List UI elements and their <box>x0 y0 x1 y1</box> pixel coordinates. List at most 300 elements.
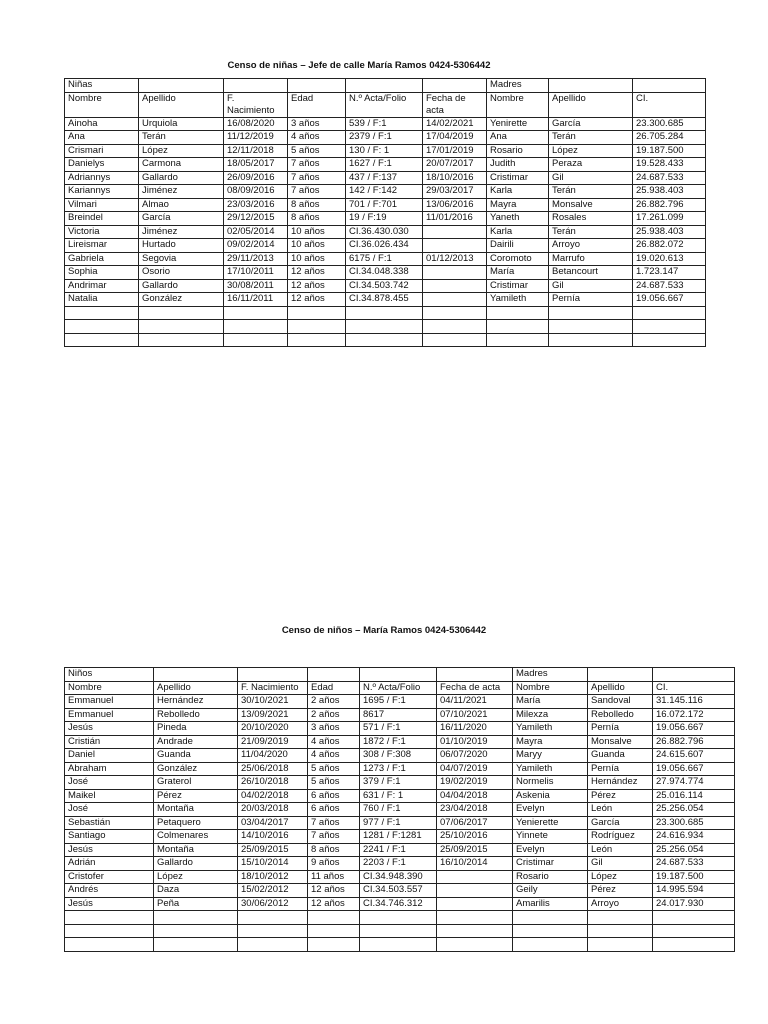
table-cell: Segovia <box>139 252 224 266</box>
table-cell <box>513 924 588 938</box>
table-cell: Pérez <box>588 884 653 898</box>
table-cell <box>437 924 513 938</box>
table-cell <box>154 938 238 952</box>
table-cell: CI.34.746.312 <box>360 897 437 911</box>
column-header: Apellido <box>154 681 238 695</box>
table-row <box>65 117 706 131</box>
table-cell: Terán <box>549 131 633 145</box>
table-cell: 4 años <box>288 131 346 145</box>
table-cell: 379 / F:1 <box>360 776 437 790</box>
table-cell <box>487 320 549 334</box>
table-cell: León <box>588 843 653 857</box>
table-cell: Yenierette <box>513 816 588 830</box>
table-cell: Terán <box>549 185 633 199</box>
table-row <box>65 306 706 320</box>
table-cell: CI.34.503.557 <box>360 884 437 898</box>
table-cell: 3 años <box>288 117 346 131</box>
table-cell <box>65 333 139 347</box>
table-cell: 2379 / F:1 <box>346 131 423 145</box>
table-cell: 25.256.054 <box>653 843 735 857</box>
table-row <box>65 252 706 266</box>
table-row <box>65 333 706 347</box>
table-cell: 19 / F:19 <box>346 212 423 226</box>
table-row <box>65 897 735 911</box>
table-cell: 25.016.114 <box>653 789 735 803</box>
table-cell: López <box>154 870 238 884</box>
table-cell: Peraza <box>549 158 633 172</box>
table-cell: Terán <box>139 131 224 145</box>
table-cell <box>549 333 633 347</box>
table-cell: 12 años <box>308 884 360 898</box>
table-cell: Yenirette <box>487 117 549 131</box>
table-cell: Gil <box>549 171 633 185</box>
table-cell: 04/02/2018 <box>238 789 308 803</box>
table-cell <box>423 239 487 253</box>
table-cell: 24.615.607 <box>653 749 735 763</box>
column-header: CI. <box>653 681 735 695</box>
table-cell <box>288 333 346 347</box>
table-cell: López <box>588 870 653 884</box>
table-cell: González <box>139 293 224 307</box>
table-row <box>65 239 706 253</box>
group-label-children: Niñas <box>65 79 139 93</box>
table-row <box>65 749 735 763</box>
table-cell <box>513 911 588 925</box>
table-cell: 25.938.403 <box>633 225 706 239</box>
table-cell: Arroyo <box>588 897 653 911</box>
table-cell <box>346 333 423 347</box>
table-cell: Askenia <box>513 789 588 803</box>
table-row <box>65 293 706 307</box>
table-cell: Pernía <box>588 762 653 776</box>
table-cell: 18/05/2017 <box>224 158 288 172</box>
table-row <box>65 776 735 790</box>
column-header: Edad <box>308 681 360 695</box>
table-cell: 20/03/2018 <box>238 803 308 817</box>
table-cell: 07/06/2017 <box>437 816 513 830</box>
table-cell: 30/06/2012 <box>238 897 308 911</box>
table-cell: 19.056.667 <box>653 722 735 736</box>
table-cell <box>437 897 513 911</box>
table-cell: 977 / F:1 <box>360 816 437 830</box>
table-cell: 24.687.533 <box>633 171 706 185</box>
table-cell <box>308 924 360 938</box>
table-cell: Cristimar <box>513 857 588 871</box>
table-cell: CI.36.430.030 <box>346 225 423 239</box>
table-cell: Yamileth <box>513 762 588 776</box>
table-cell: Yinnete <box>513 830 588 844</box>
table-cell <box>653 938 735 952</box>
table-cell: 21/09/2019 <box>238 735 308 749</box>
table-cell: 11/01/2016 <box>423 212 487 226</box>
table-cell: Rosario <box>487 144 549 158</box>
girls-census-table <box>64 78 706 347</box>
table-row <box>65 884 735 898</box>
table-cell: 24.687.533 <box>633 279 706 293</box>
table-row <box>65 320 706 334</box>
table-cell: Karla <box>487 225 549 239</box>
table-cell: 5 años <box>308 776 360 790</box>
table-cell <box>139 306 224 320</box>
table-cell <box>65 924 154 938</box>
table-cell: 1.723.147 <box>633 266 706 280</box>
column-header: Nombre <box>513 681 588 695</box>
table-cell: Daniel <box>65 749 154 763</box>
table-cell: Montaña <box>154 843 238 857</box>
table-row <box>65 708 735 722</box>
table-row <box>65 144 706 158</box>
table-row <box>65 735 735 749</box>
boys-census-table <box>64 667 735 952</box>
table-cell: 17/10/2011 <box>224 266 288 280</box>
table-cell: Cristián <box>65 735 154 749</box>
table-cell <box>238 938 308 952</box>
table-cell: 01/12/2013 <box>423 252 487 266</box>
table-cell <box>139 320 224 334</box>
table-cell: 23.300.685 <box>633 117 706 131</box>
table-cell <box>437 884 513 898</box>
table-cell: Evelyn <box>513 803 588 817</box>
table-cell <box>346 306 423 320</box>
table-cell: Vilmari <box>65 198 139 212</box>
table-cell <box>633 320 706 334</box>
group-header-row <box>65 668 735 682</box>
table-cell: CI.34.048.338 <box>346 266 423 280</box>
table-cell: 8 años <box>308 843 360 857</box>
table-cell: 19.187.500 <box>633 144 706 158</box>
column-header-row <box>65 681 735 695</box>
table-cell: Rodríguez <box>588 830 653 844</box>
table-cell: 26.882.796 <box>653 735 735 749</box>
column-header: F. Nacimiento <box>224 92 288 117</box>
table-cell <box>423 333 487 347</box>
column-header: Nombre <box>65 681 154 695</box>
table-cell: García <box>139 212 224 226</box>
table-cell <box>633 333 706 347</box>
table-cell: María <box>487 266 549 280</box>
table-row <box>65 938 735 952</box>
table-cell <box>423 225 487 239</box>
group-label-children: Niños <box>65 668 154 682</box>
table-cell: García <box>588 816 653 830</box>
table-cell: López <box>549 144 633 158</box>
table-cell: Judith <box>487 158 549 172</box>
table-cell: 17/04/2019 <box>423 131 487 145</box>
table-cell: María <box>513 695 588 709</box>
table-row <box>65 911 735 925</box>
table-cell: Ana <box>487 131 549 145</box>
table-cell: 5 años <box>308 762 360 776</box>
table-cell: 1281 / F:1281 <box>360 830 437 844</box>
table-cell: Evelyn <box>513 843 588 857</box>
table-cell <box>154 911 238 925</box>
table-cell: 539 / F:1 <box>346 117 423 131</box>
table-cell: 571 / F:1 <box>360 722 437 736</box>
table-row <box>65 870 735 884</box>
table-row <box>65 131 706 145</box>
table-cell: 308 / F:308 <box>360 749 437 763</box>
table-cell: CI.36.026.434 <box>346 239 423 253</box>
table-cell <box>653 911 735 925</box>
table-cell: 18/10/2012 <box>238 870 308 884</box>
column-header: N.º Acta/Folio <box>360 681 437 695</box>
table-cell: 27.974.774 <box>653 776 735 790</box>
table-cell: Hernández <box>588 776 653 790</box>
table-cell: Natalia <box>65 293 139 307</box>
table-cell <box>65 306 139 320</box>
table-cell: 11/12/2019 <box>224 131 288 145</box>
table-cell: 15/10/2014 <box>238 857 308 871</box>
table-cell: Pérez <box>154 789 238 803</box>
table-cell: 16/11/2011 <box>224 293 288 307</box>
table-cell: 2241 / F:1 <box>360 843 437 857</box>
table-row <box>65 816 735 830</box>
table-cell: 23/03/2016 <box>224 198 288 212</box>
table-cell: 26.705.284 <box>633 131 706 145</box>
table-cell: Graterol <box>154 776 238 790</box>
table-cell: Montaña <box>154 803 238 817</box>
table-cell <box>487 333 549 347</box>
table-cell: Jiménez <box>139 225 224 239</box>
table-cell: Dairili <box>487 239 549 253</box>
table-cell: Osorio <box>139 266 224 280</box>
table-cell <box>588 911 653 925</box>
table-cell: Arroyo <box>549 239 633 253</box>
table-cell: 142 / F:142 <box>346 185 423 199</box>
table-cell: 25/06/2018 <box>238 762 308 776</box>
table-cell: Colmenares <box>154 830 238 844</box>
group-header-row <box>65 79 706 93</box>
table-cell: Gil <box>549 279 633 293</box>
table-cell: 2 años <box>308 708 360 722</box>
table-cell <box>65 938 154 952</box>
table-cell: Pernía <box>549 293 633 307</box>
column-header: Edad <box>288 92 346 117</box>
column-header: Fecha de acta <box>437 681 513 695</box>
table-cell: 19.528.433 <box>633 158 706 172</box>
table-cell: Jesús <box>65 897 154 911</box>
table-cell: Cristimar <box>487 171 549 185</box>
table-cell: 760 / F:1 <box>360 803 437 817</box>
table-cell: 30/10/2021 <box>238 695 308 709</box>
table-cell: Petaquero <box>154 816 238 830</box>
table-cell: Rosario <box>513 870 588 884</box>
table-row <box>65 158 706 172</box>
table-cell: Rosales <box>549 212 633 226</box>
table-cell: Sophia <box>65 266 139 280</box>
table-cell: Gallardo <box>139 279 224 293</box>
boys-census-title: Censo de niños – María Ramos 0424-5306442 <box>281 625 487 636</box>
table-cell <box>288 306 346 320</box>
table-cell: 17.261.099 <box>633 212 706 226</box>
table-cell: Sandoval <box>588 695 653 709</box>
table-cell: 23/04/2018 <box>437 803 513 817</box>
table-cell: Emmanuel <box>65 708 154 722</box>
table-cell: Yamileth <box>513 722 588 736</box>
table-cell: 08/09/2016 <box>224 185 288 199</box>
table-cell: Monsalve <box>549 198 633 212</box>
table-cell: 04/07/2019 <box>437 762 513 776</box>
table-cell: Emmanuel <box>65 695 154 709</box>
table-cell: Maryy <box>513 749 588 763</box>
table-cell: 25.938.403 <box>633 185 706 199</box>
table-cell: 24.616.934 <box>653 830 735 844</box>
table-cell: Cristofer <box>65 870 154 884</box>
table-cell: Betancourt <box>549 266 633 280</box>
table-row <box>65 185 706 199</box>
table-cell: 6 años <box>308 789 360 803</box>
table-cell: Sebastián <box>65 816 154 830</box>
column-header: Nombre <box>65 92 139 117</box>
table-row <box>65 695 735 709</box>
table-cell: 25/10/2016 <box>437 830 513 844</box>
table-cell: 14/10/2016 <box>238 830 308 844</box>
table-cell: 8617 <box>360 708 437 722</box>
table-cell: Pernía <box>588 722 653 736</box>
table-cell: 19.187.500 <box>653 870 735 884</box>
column-header: Nombre <box>487 92 549 117</box>
table-cell: 12 años <box>288 266 346 280</box>
table-cell: 19.020.613 <box>633 252 706 266</box>
table-cell: León <box>588 803 653 817</box>
table-cell: 04/04/2018 <box>437 789 513 803</box>
table-cell: Abraham <box>65 762 154 776</box>
table-cell <box>513 938 588 952</box>
table-cell: José <box>65 803 154 817</box>
table-cell: 26.882.796 <box>633 198 706 212</box>
table-cell: 01/10/2019 <box>437 735 513 749</box>
table-cell: 1273 / F:1 <box>360 762 437 776</box>
table-cell: 04/11/2021 <box>437 695 513 709</box>
table-cell: 10 años <box>288 252 346 266</box>
table-row <box>65 225 706 239</box>
table-cell: 8 años <box>288 212 346 226</box>
table-row <box>65 789 735 803</box>
table-cell: 30/08/2011 <box>224 279 288 293</box>
column-header: Apellido <box>588 681 653 695</box>
table-cell: Victoria <box>65 225 139 239</box>
table-cell: 16/08/2020 <box>224 117 288 131</box>
table-cell: 18/10/2016 <box>423 171 487 185</box>
group-label-mothers: Madres <box>487 79 549 93</box>
table-cell: Geily <box>513 884 588 898</box>
table-cell: 631 / F: 1 <box>360 789 437 803</box>
table-cell: Lireismar <box>65 239 139 253</box>
table-cell <box>224 320 288 334</box>
column-header: Apellido <box>549 92 633 117</box>
table-cell: 11 años <box>308 870 360 884</box>
table-cell: 24.017.930 <box>653 897 735 911</box>
table-cell: Amarilis <box>513 897 588 911</box>
table-cell <box>224 306 288 320</box>
table-row <box>65 843 735 857</box>
table-cell: Andrés <box>65 884 154 898</box>
table-cell: 12 años <box>288 293 346 307</box>
table-cell: 16/10/2014 <box>437 857 513 871</box>
table-cell: 29/11/2013 <box>224 252 288 266</box>
table-cell <box>549 320 633 334</box>
table-cell: López <box>139 144 224 158</box>
table-cell: 12 años <box>288 279 346 293</box>
table-cell: 701 / F:701 <box>346 198 423 212</box>
table-cell <box>423 306 487 320</box>
table-cell: Hernández <box>154 695 238 709</box>
table-cell: Adrián <box>65 857 154 871</box>
table-cell <box>487 306 549 320</box>
column-header: N.º Acta/Folio <box>346 92 423 117</box>
table-cell <box>653 924 735 938</box>
table-cell: Kariannys <box>65 185 139 199</box>
table-cell: 12 años <box>308 897 360 911</box>
column-header: F. Nacimiento <box>238 681 308 695</box>
table-cell: 14/02/2021 <box>423 117 487 131</box>
table-cell: 19/02/2019 <box>437 776 513 790</box>
table-cell: Normelis <box>513 776 588 790</box>
table-cell: 24.687.533 <box>653 857 735 871</box>
table-cell: Rebolledo <box>588 708 653 722</box>
table-cell: 7 años <box>288 171 346 185</box>
table-cell: 14.995.594 <box>653 884 735 898</box>
table-cell: 23.300.685 <box>653 816 735 830</box>
table-cell: 9 años <box>308 857 360 871</box>
table-cell: CI.34.948.390 <box>360 870 437 884</box>
table-cell: 3 años <box>308 722 360 736</box>
table-cell: Cristimar <box>487 279 549 293</box>
table-cell <box>437 938 513 952</box>
table-cell: 07/10/2021 <box>437 708 513 722</box>
table-cell <box>238 911 308 925</box>
table-cell <box>224 333 288 347</box>
table-cell: 7 años <box>288 158 346 172</box>
table-cell: Jesús <box>65 843 154 857</box>
table-cell: 16.072.172 <box>653 708 735 722</box>
table-cell: 11/04/2020 <box>238 749 308 763</box>
table-cell: 130 / F: 1 <box>346 144 423 158</box>
table-cell: 1695 / F:1 <box>360 695 437 709</box>
table-cell: Hurtado <box>139 239 224 253</box>
table-cell <box>360 911 437 925</box>
table-cell <box>360 938 437 952</box>
table-cell: 5 años <box>288 144 346 158</box>
table-cell <box>288 320 346 334</box>
table-cell: 2 años <box>308 695 360 709</box>
table-cell: Danielys <box>65 158 139 172</box>
table-cell: 13/09/2021 <box>238 708 308 722</box>
table-cell: 7 años <box>288 185 346 199</box>
table-cell: 26.882.072 <box>633 239 706 253</box>
table-cell: Adriannys <box>65 171 139 185</box>
table-cell: Pérez <box>588 789 653 803</box>
group-label-mothers: Madres <box>513 668 588 682</box>
table-cell: Gallardo <box>154 857 238 871</box>
table-row <box>65 266 706 280</box>
table-cell: Santiago <box>65 830 154 844</box>
table-row <box>65 171 706 185</box>
table-cell: 29/12/2015 <box>224 212 288 226</box>
table-cell: 20/10/2020 <box>238 722 308 736</box>
table-cell: Marrufo <box>549 252 633 266</box>
table-cell <box>588 938 653 952</box>
table-row <box>65 722 735 736</box>
table-cell: 06/07/2020 <box>437 749 513 763</box>
column-header: Apellido <box>139 92 224 117</box>
table-cell: Andrimar <box>65 279 139 293</box>
table-cell: Coromoto <box>487 252 549 266</box>
table-row <box>65 198 706 212</box>
table-row <box>65 762 735 776</box>
table-row <box>65 212 706 226</box>
table-cell: Guanda <box>154 749 238 763</box>
